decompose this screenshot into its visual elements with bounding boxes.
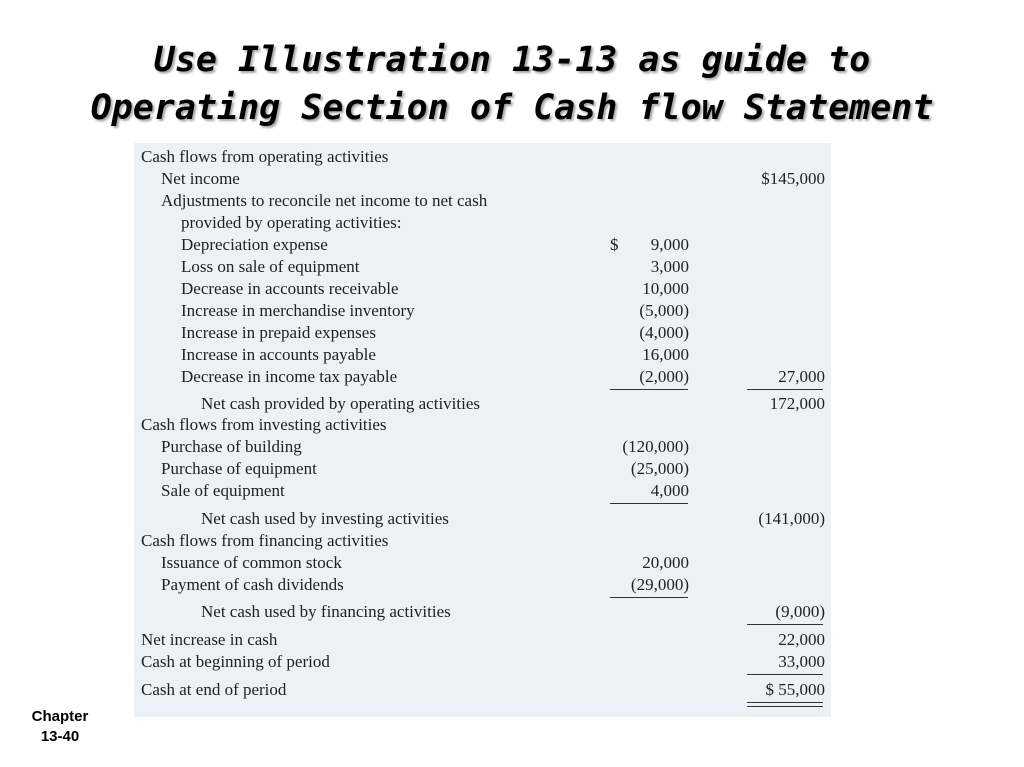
line-item-row xyxy=(134,300,831,322)
net-operating-label: Net cash provided by operating activities xyxy=(201,394,480,413)
line-item-label: Decrease in accounts receivable xyxy=(181,279,399,298)
subtotal-rule xyxy=(747,674,823,675)
adjustments-row-1 xyxy=(134,190,831,212)
chapter-label: Chapter xyxy=(31,708,89,725)
subtotal-rule xyxy=(610,503,688,504)
adjustments-label-2: provided by operating activities: xyxy=(181,213,402,232)
beginning-cash-value: 33,000 xyxy=(778,652,825,671)
line-item-row xyxy=(134,344,831,366)
net-investing-value: (141,000) xyxy=(758,509,825,528)
ending-cash-value: $ 55,000 xyxy=(765,680,825,699)
line-item-value: 16,000 xyxy=(642,345,689,364)
line-item-row xyxy=(134,366,831,388)
ending-cash-label: Cash at end of period xyxy=(141,680,287,699)
investing-heading-row xyxy=(134,414,831,436)
net-operating-row xyxy=(134,393,831,415)
net-operating-value: 172,000 xyxy=(769,394,825,413)
net-investing-label: Net cash used by investing activities xyxy=(201,509,449,528)
dollar-sign: $ xyxy=(610,235,619,254)
cash-flow-statement-illustration xyxy=(134,143,831,717)
net-income-value: $145,000 xyxy=(761,169,825,188)
title-line-2: Operating Section of Cash flow Statement xyxy=(90,88,934,128)
line-item-row xyxy=(134,256,831,278)
line-item-label: Issuance of common stock xyxy=(161,553,342,572)
slide-title xyxy=(0,36,1024,132)
line-item-label: Loss on sale of equipment xyxy=(181,257,360,276)
line-item-label: Purchase of building xyxy=(161,437,302,456)
line-item-row xyxy=(134,574,831,596)
line-item-row xyxy=(134,278,831,300)
line-item-label: Sale of equipment xyxy=(161,481,285,500)
title-line-1: Use Illustration 13-13 as guide to xyxy=(153,40,871,80)
subtotal-rule xyxy=(610,597,688,598)
double-total-rule xyxy=(747,702,823,707)
line-item-value: 10,000 xyxy=(642,279,689,298)
line-item-value: 20,000 xyxy=(642,553,689,572)
chapter-number: 13-40 xyxy=(40,728,80,745)
line-item-value: (4,000) xyxy=(639,323,689,342)
subtotal-rule xyxy=(747,624,823,625)
net-income-row xyxy=(134,168,831,190)
beginning-cash-label: Cash at beginning of period xyxy=(141,652,330,671)
line-item-value: (2,000) xyxy=(639,367,689,386)
line-item-value: (29,000) xyxy=(630,575,689,594)
net-increase-label: Net increase in cash xyxy=(141,630,278,649)
net-increase-value: 22,000 xyxy=(778,630,825,649)
line-item-label: Depreciation expense xyxy=(181,235,328,254)
line-item-label: Purchase of equipment xyxy=(161,459,317,478)
line-item-row xyxy=(134,436,831,458)
investing-heading: Cash flows from investing activities xyxy=(141,415,387,434)
line-item-row xyxy=(134,234,831,256)
chapter-footer xyxy=(20,707,100,747)
adjustments-row-2 xyxy=(134,212,831,234)
line-item-label: Increase in accounts payable xyxy=(181,345,376,364)
net-income-label: Net income xyxy=(161,169,240,188)
line-item-value: 3,000 xyxy=(650,257,689,276)
line-item-label: Increase in prepaid expenses xyxy=(181,323,376,342)
line-item-row xyxy=(134,552,831,574)
line-item-value: (25,000) xyxy=(630,459,689,478)
adjustments-total-value: 27,000 xyxy=(778,367,825,386)
line-item-row xyxy=(134,458,831,480)
line-item-value: (120,000) xyxy=(622,437,689,456)
ending-cash-row xyxy=(134,679,831,701)
line-item-label: Increase in merchandise inventory xyxy=(181,301,415,320)
operating-heading: Cash flows from operating activities xyxy=(141,147,389,166)
operating-heading-row xyxy=(134,146,831,168)
net-investing-row xyxy=(134,508,831,530)
subtotal-rule xyxy=(610,389,688,390)
line-item-label: Decrease in income tax payable xyxy=(181,367,398,386)
line-item-value: 9,000 xyxy=(650,235,689,254)
financing-heading-row xyxy=(134,530,831,552)
net-financing-label: Net cash used by financing activities xyxy=(201,602,451,621)
line-item-row xyxy=(134,480,831,502)
financing-heading: Cash flows from financing activities xyxy=(141,531,389,550)
net-financing-value: (9,000) xyxy=(775,602,825,621)
beginning-cash-row xyxy=(134,651,831,673)
line-item-value: (5,000) xyxy=(639,301,689,320)
line-item-value: 4,000 xyxy=(650,481,689,500)
subtotal-rule xyxy=(747,389,823,390)
line-item-label: Payment of cash dividends xyxy=(161,575,344,594)
net-increase-row xyxy=(134,629,831,651)
line-item-row xyxy=(134,322,831,344)
net-financing-row xyxy=(134,601,831,623)
adjustments-label-1: Adjustments to reconcile net income to net cash xyxy=(161,191,488,210)
